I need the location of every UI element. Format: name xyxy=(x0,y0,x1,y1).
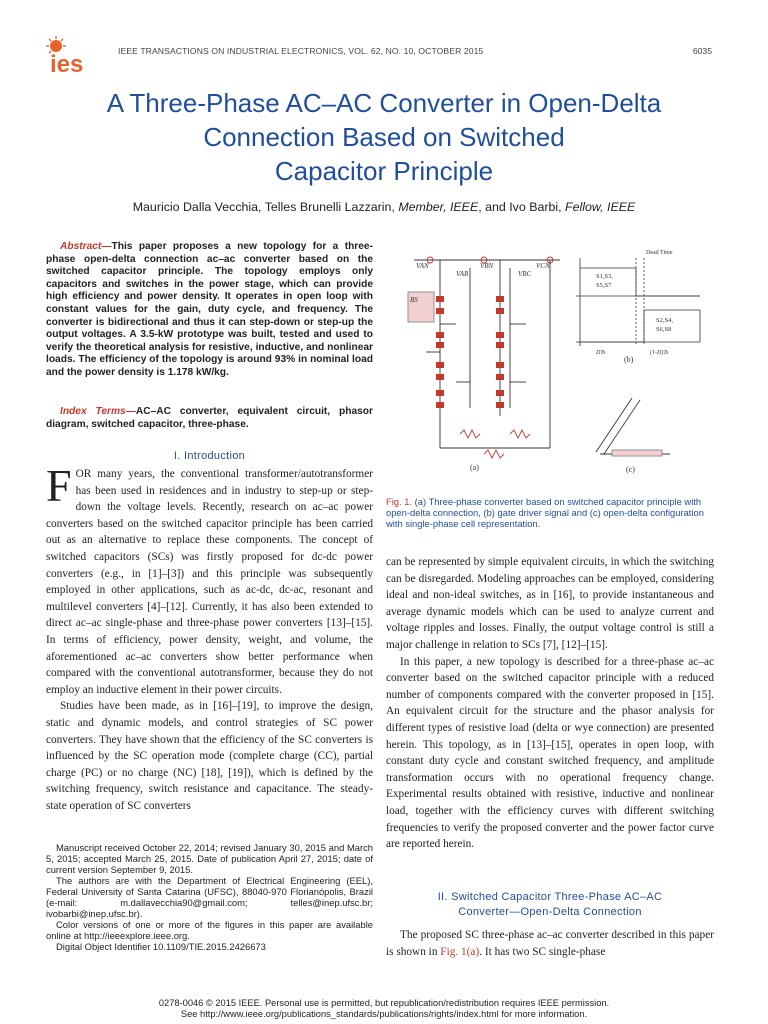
gate-signal-diagram-b xyxy=(576,258,700,346)
fig-1a-link[interactable]: Fig. 1(a) xyxy=(440,945,480,958)
label-vbn: VBN xyxy=(480,262,494,270)
abstract-text: This paper proposes a new topology for a three-phase open-delta connection ac–ac converter based on the switched capacitor principle. The topology employs only capacitors and switches in the power stage, which can provide high efficiency and power density. It operates in open loop with constant values for the gain, duty cycle, and frequency. The converter is bidirectional and thus it can step-down or step-up the output voltages. A 3.5-kW prototype was built, tested and used to verify the theoretical analysis for resistive, inductive, and nonlinear loads. The efficiency of the topology is around 93% in nominal load and the power density is 1.178 kW/kg. xyxy=(46,241,373,378)
label-s5s7: S5,S7 xyxy=(596,282,612,289)
circuit-diagram-a xyxy=(408,257,560,458)
figure-1 xyxy=(400,238,710,488)
abstract xyxy=(46,241,373,380)
footnote-color: Color versions of one or more of the figures in this paper are available online at http://ieeexplore.ieee.org. xyxy=(46,919,373,941)
label-bs: BS xyxy=(410,296,418,304)
figure-1-caption xyxy=(386,496,716,529)
footnote-doi: Digital Object Identifier 10.1109/TIE.2015.2426673 xyxy=(56,941,266,952)
svg-text:ies: ies xyxy=(50,51,84,76)
author-role-2: Fellow, IEEE xyxy=(565,200,636,214)
label-vbc: VBC xyxy=(518,270,532,278)
title-line-1: A Three-Phase AC–AC Converter in Open-Delta xyxy=(106,88,662,118)
journal-header: IEEE TRANSACTIONS ON INDUSTRIAL ELECTRONICS, VOL. 62, NO. 10, OCTOBER 2015 xyxy=(118,46,484,56)
copyright-notice xyxy=(0,998,768,1020)
title-line-3: Capacitor Principle xyxy=(274,156,494,186)
intro-paragraph-2: Studies have been made, as in [16]–[19], to improve the design, static and dynamic models, and control strategies of SC power converters. They have shown that the efficiency of the SC converters is influenced by the SC operation mode (complete charge (CC), partial charge (PC) or no charge (NC) [18], [19]), which is defined by the switching frequency, switch resistance and capacitance. The steady-state operation of SC converters xyxy=(46,700,373,812)
section-2-body xyxy=(386,927,714,960)
copyright-line-2: See http://www.ieee.org/publications_standards/publications/rights/index.html for more information. xyxy=(180,1009,588,1019)
author-list xyxy=(0,200,768,214)
author-text-1: Mauricio Dalla Vecchia, Telles Brunelli Lazzarin, xyxy=(132,200,399,214)
section-heading-2 xyxy=(386,890,714,920)
copyright-line-1: 0278-0046 © 2015 IEEE. Personal use is permitted, but republication/redistribution requires IEEE permission. xyxy=(158,998,610,1008)
left-column-body xyxy=(46,460,373,814)
subfig-label-c: (c) xyxy=(626,465,635,474)
intro-paragraph-1: OR many years, the conventional transformer/autotransformer has been used in residences and in industry to step-up or step-down the voltage levels. Recently, research on ac–ac power converters based on the switched capacitor principle has been carried out as an alternative to replace these components. The concept of switched capacitors (SCs) was firstly proposed for dc-dc power converters (e.g., in [1]–[3]) and this principle was subsequently employed in other applications, such as ac-dc, dc-ac, resonant and multilevel converters [4]–[12]. Currently, it has also been extended to direct ac–ac single-phase and three-phase power converters [13]–[15]. In terms of efficiency, power density, weight, and volume, the aforementioned ac–ac converters show better performance when compared with the conventional autotransformer, because they do not employ an inductive element in their power circuits. xyxy=(46,468,373,696)
ies-logo xyxy=(46,36,108,76)
section-2-text-b: . It has two SC single-phase xyxy=(479,945,606,958)
drop-cap: F xyxy=(46,460,72,511)
label-dts: DTs xyxy=(596,350,606,356)
figure-1-caption-label: Fig. 1. xyxy=(386,496,413,507)
paper-title xyxy=(0,86,768,188)
page-number: 6035 xyxy=(692,46,712,56)
label-dead-time: Dead Time xyxy=(646,250,673,256)
label-one-minus-d: (1-D)Ts xyxy=(650,350,669,356)
footnote xyxy=(46,842,373,952)
abstract-label: Abstract— xyxy=(60,241,112,252)
right-paragraph-2: In this paper, a new topology is described for a three-phase ac–ac converter based on the switched capacitor principle with a reduced number of components compared with the converter proposed in [15]. An equivalent circuit for the structure and the phasor analysis for different types of resistive load (delta or wye connection) are presented herein. This topology, as in [13]–[15], operates in open loop, with constant duty cycle and constant switched frequency, and amplitude transformation occurs with no operational frequency change. Experimental results obtained with resistive, inductive and nonlinear load, together with the efficiency curves with different switching frequencies to verify the proposed converter and the power factor curve are reported herein. xyxy=(386,655,714,851)
index-terms xyxy=(46,406,373,431)
author-text-2: , and Ivo Barbi, xyxy=(478,200,566,214)
label-s2s4: S2,S4, xyxy=(656,317,673,324)
index-terms-text: AC–AC converter, equivalent circuit, phasor diagram, switched capacitor, three-phase. xyxy=(46,406,373,430)
author-role-1: Member, IEEE xyxy=(398,200,479,214)
subfig-label-b: (b) xyxy=(624,355,634,364)
figure-1-caption-text: (a) Three-phase converter based on switched capacitor principle with open-delta connection, (b) gate driver signal and (c) open-delta configuration with single-phase cell representation. xyxy=(386,496,704,529)
subfig-label-a: (a) xyxy=(470,463,479,472)
section-2-text-a: The proposed SC three-phase ac–ac converter described in this paper is shown in xyxy=(386,929,714,958)
section-heading-intro: I. Introduction xyxy=(173,450,246,462)
index-terms-label: Index Terms— xyxy=(60,406,136,417)
section-2-heading-line-2: Converter—Open-Delta Connection xyxy=(458,906,642,918)
section-2-heading-line-1: II. Switched Capacitor Three-Phase AC–AC xyxy=(437,891,663,903)
footnote-affiliation: The authors are with the Department of Electrical Engineering (EEL), Federal University of Santa Catarina (UFSC), 88040-970 Florianópolis, Brazil (e-mail: m.dallavecchia90@gmail.com; telles@inep.ufsc.br; ivobarbi@inep.ufsc.br). xyxy=(46,875,373,919)
title-line-2: Connection Based on Switched xyxy=(203,122,565,152)
label-van: VAN xyxy=(416,262,429,270)
footnote-received: Manuscript received October 22, 2014; revised January 30, 2015 and March 5, 2015; accepted March 25, 2015. Date of publication April 27, 2015; date of current version September 9, 2015. xyxy=(46,842,373,875)
right-paragraph-1: can be represented by simple equivalent circuits, in which the switching can be disregarded. Modeling approaches can be employed, considering ideal and non-ideal switches, as in [16], to provide instantaneous and average dynamic models which can be used to analyze current and voltage ripples and losses. Finally, the output voltage control is still a major challenge in relation to SCs [7], [12]–[15]. xyxy=(386,556,714,651)
right-column-body xyxy=(386,554,714,853)
label-vab: VAB xyxy=(456,270,469,278)
label-vcn: VCN xyxy=(536,262,550,270)
label-s1s3: S1,S3, xyxy=(596,273,613,280)
open-delta-diagram-c xyxy=(596,398,670,456)
label-s6s8: S6,S8 xyxy=(656,326,672,333)
